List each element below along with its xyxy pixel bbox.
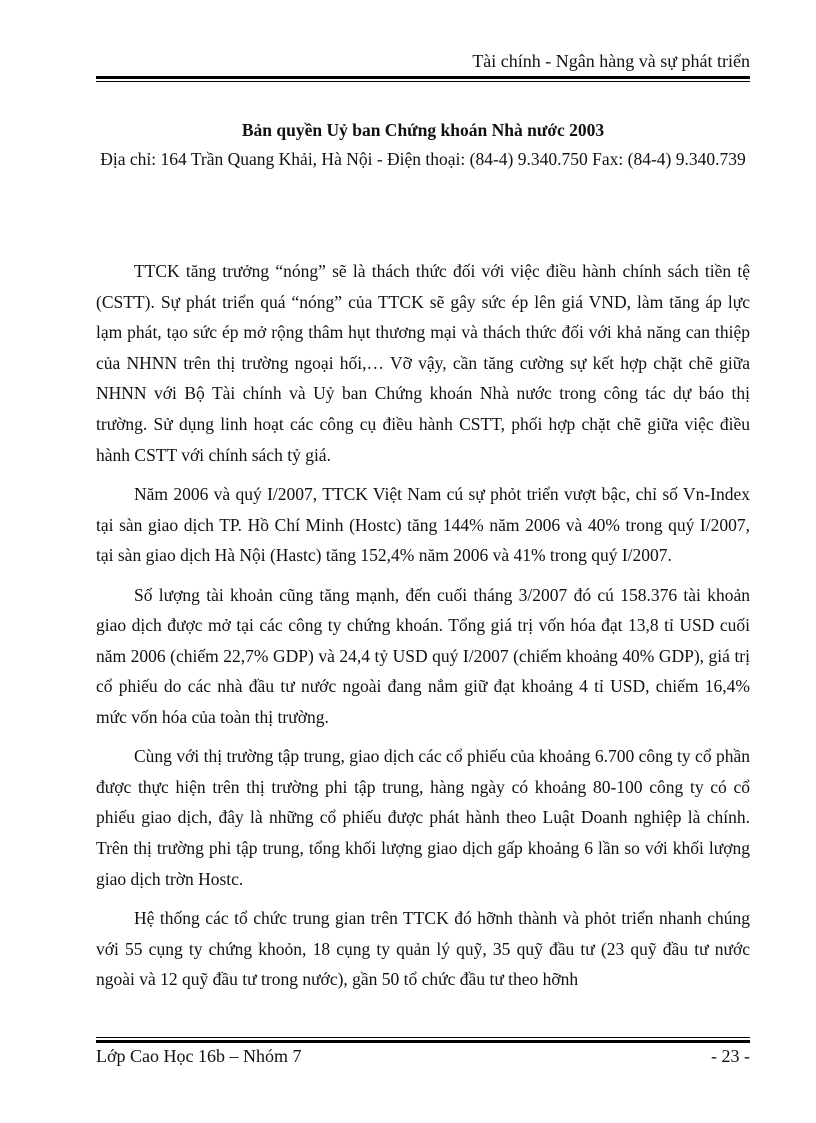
copyright-title: Bản quyền Uỷ ban Chứng khoán Nhà nước 2003: [241, 120, 605, 140]
copyright-address: Địa chỉ: 164 Trần Quang Khải, Hà Nội - Điện thoại: (84-4) 9.340.750 Fax: (84-4) 9.340.739: [100, 149, 746, 169]
header-rule-thick: [96, 76, 750, 79]
footer-class-group: Lớp Cao Học 16b – Nhóm 7: [96, 1046, 302, 1066]
paragraph-2: Năm 2006 và quý I/2007, TTCK Việt Nam cú sự phỏt triển vượt bậc, chỉ số Vn-Index tại sàn giao dịch TP. Hồ Chí Minh (Hostc) tăng 144% năm 2006 và 40% trong quý I/2007, tại sàn giao dịch Hà Nội (Hastc) tăng 152,4% năm 2006 và 41% trong quý I/2007.: [96, 483, 750, 566]
paragraph-1: TTCK tăng trưởng “nóng” sẽ là thách thức đối với việc điều hành chính sách tiền tệ (CSTT). Sự phát triển quá “nóng” của TTCK sẽ gây sức ép lên giá VND, làm tăng áp lực lạm phát, tạo sức ép mở rộng thâm hụt thương mại và thách thức đối với khả năng can thiệp của NHNN trên thị trường ngoại hối,… Vỡ vậy, cần tăng cường sự kết hợp chặt chẽ giữa NHNN với Bộ Tài chính và Uỷ ban Chứng khoán Nhà nước trong công tác dự báo thị trường. Sử dụng linh hoạt các công cụ điều hành CSTT, phối hợp chặt chẽ giữa việc điều hành CSTT với chính sách tỷ giá.: [96, 261, 750, 465]
paragraph-5: Hệ thống các tổ chức trung gian trên TTCK đó hỡnh thành và phỏt triển nhanh chúng với 55 cụng ty chứng khoỏn, 18 cụng ty quản lý quỹ, 35 quỹ đầu tư (23 quỹ đầu tư nước ngoài và 12 quỹ đầu tư trong nước), gần 50 tổ chức đầu tư theo hỡnh: [96, 908, 750, 990]
paragraph-4: Cùng với thị trường tập trung, giao dịch các cổ phiếu của khoảng 6.700 công ty cổ phần được thực hiện trên thị trường phi tập trung, hàng ngày có khoảng 80-100 công ty có cổ phiếu giao dịch, đây là những cổ phiếu được phát hành theo Luật Doanh nghiệp là chính. Trên thị trường phi tập trung, tổng khối lượng giao dịch gấp khoảng 6 lần so với khối lượng giao dịch trờn Hostc.: [96, 746, 750, 889]
footer-rule-thick: [96, 1040, 750, 1043]
body-text: [96, 256, 750, 1004]
header-rule-thin: [96, 81, 750, 82]
copyright-block: [96, 116, 750, 174]
header-title: Tài chính - Ngân hàng và sự phát triển: [472, 51, 750, 71]
page-number: - 23 -: [711, 1046, 750, 1066]
paragraph-3: Số lượng tài khoản cũng tăng mạnh, đến cuối tháng 3/2007 đó cú 158.376 tài khoản giao dịch được mở tại các công ty chứng khoán. Tổng giá trị vốn hóa đạt 13,8 tỉ USD cuối năm 2006 (chiếm 22,7% GDP) và 24,4 tỷ USD quý I/2007 (chiếm khoảng 40% GDP), giá trị cổ phiếu do các nhà đầu tư nước ngoài đang nắm giữ đạt khoảng 4 tỉ USD, chiếm 16,4% mức vốn hóa của toàn thị trường.: [96, 584, 750, 727]
footer-rule-thin: [96, 1037, 750, 1038]
